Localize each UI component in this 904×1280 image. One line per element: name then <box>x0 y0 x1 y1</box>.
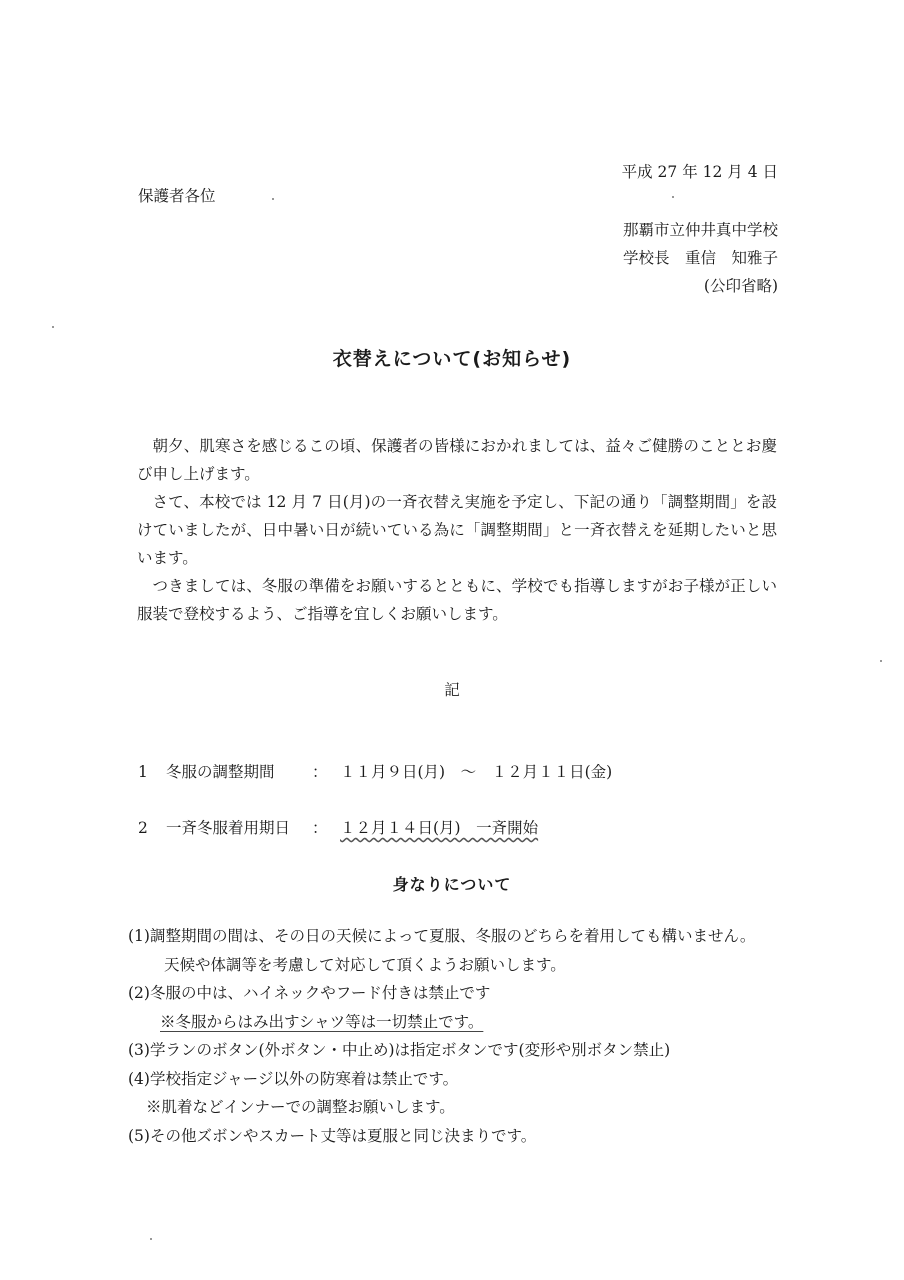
item-value: １２月１４日(月) 一斉開始 <box>340 819 539 837</box>
issue-date: 平成 27 年 12 月 4 日 <box>621 163 778 181</box>
rule-4-note: ※肌着などインナーでの調整お願いします。 <box>146 1098 455 1116</box>
school-name: 那覇市立仲井真中学校 <box>622 221 778 239</box>
scan-speck <box>52 326 54 328</box>
rule-2: (2)冬服の中は、ハイネックやフード付きは禁止です <box>128 984 491 1002</box>
seal-note: (公印省略) <box>703 277 778 295</box>
rule-1: (1)調整期間の間は、その日の天候によって夏服、冬服のどちらを着用しても構いません。 <box>128 927 756 945</box>
item-number: 2 <box>138 819 148 837</box>
ki-heading: 記 <box>444 681 460 699</box>
page-title: 衣替えについて(お知らせ) <box>332 348 572 370</box>
scan-speck <box>672 196 674 198</box>
item-label: 冬服の調整期間 <box>166 763 275 781</box>
rule-1-note: 天候や体調等を考慮して対応して頂くようお願いします。 <box>164 955 566 974</box>
recipient: 保護者各位 <box>138 187 216 205</box>
rule-5: (5)その他ズボンやスカート丈等は夏服と同じ決まりです。 <box>128 1126 537 1145</box>
sender-block <box>623 216 778 300</box>
rules-list <box>128 922 755 1150</box>
rule-4: (4)学校指定ジャージ以外の防寒着は禁止です。 <box>128 1069 459 1088</box>
item-label: 一斉冬服着用期日 <box>166 819 291 837</box>
scan-speck <box>880 660 882 662</box>
body-text <box>137 432 777 628</box>
principal-name: 学校長 重信 知雅子 <box>622 249 778 267</box>
body-paragraph-2: さて、本校では 12 月 7 日(月)の一斉衣替え実施を予定し、下記の通り「調整期間」を設けていましたが、日中暑い日が続いている為に「調整期間」と一斉衣替えを延期したいと思います。 <box>137 493 777 567</box>
item-row-1 <box>138 760 612 782</box>
item-number: 1 <box>138 763 148 781</box>
section-subtitle: 身なりについて <box>392 875 512 894</box>
rule-2-note-text: ※冬服からはみ出すシャツ等は一切禁止です。 <box>160 1012 484 1031</box>
rule-2-note <box>128 1008 755 1037</box>
rule-3: (3)学ランのボタン(外ボタン・中止め)は指定ボタンです(変形や別ボタン禁止) <box>128 1041 671 1059</box>
scan-speck <box>272 198 274 200</box>
item-colon: ： <box>312 763 328 781</box>
body-paragraph-3: つきましては、冬服の準備をお願いするとともに、学校でも指導しますがお子様が正しい服装で登校するよう、ご指導を宜しくお願いします。 <box>137 577 777 623</box>
body-paragraph-1: 朝夕、肌寒さを感じるこの頃、保護者の皆様におかれましては、益々ご健勝のこととお慶び申し上げます。 <box>137 437 777 483</box>
scan-speck <box>150 1238 152 1240</box>
item-colon: ： <box>312 819 328 837</box>
item-row-2 <box>138 816 538 838</box>
item-value: １１月９日(月) ～ １２月１１日(金) <box>340 763 613 781</box>
